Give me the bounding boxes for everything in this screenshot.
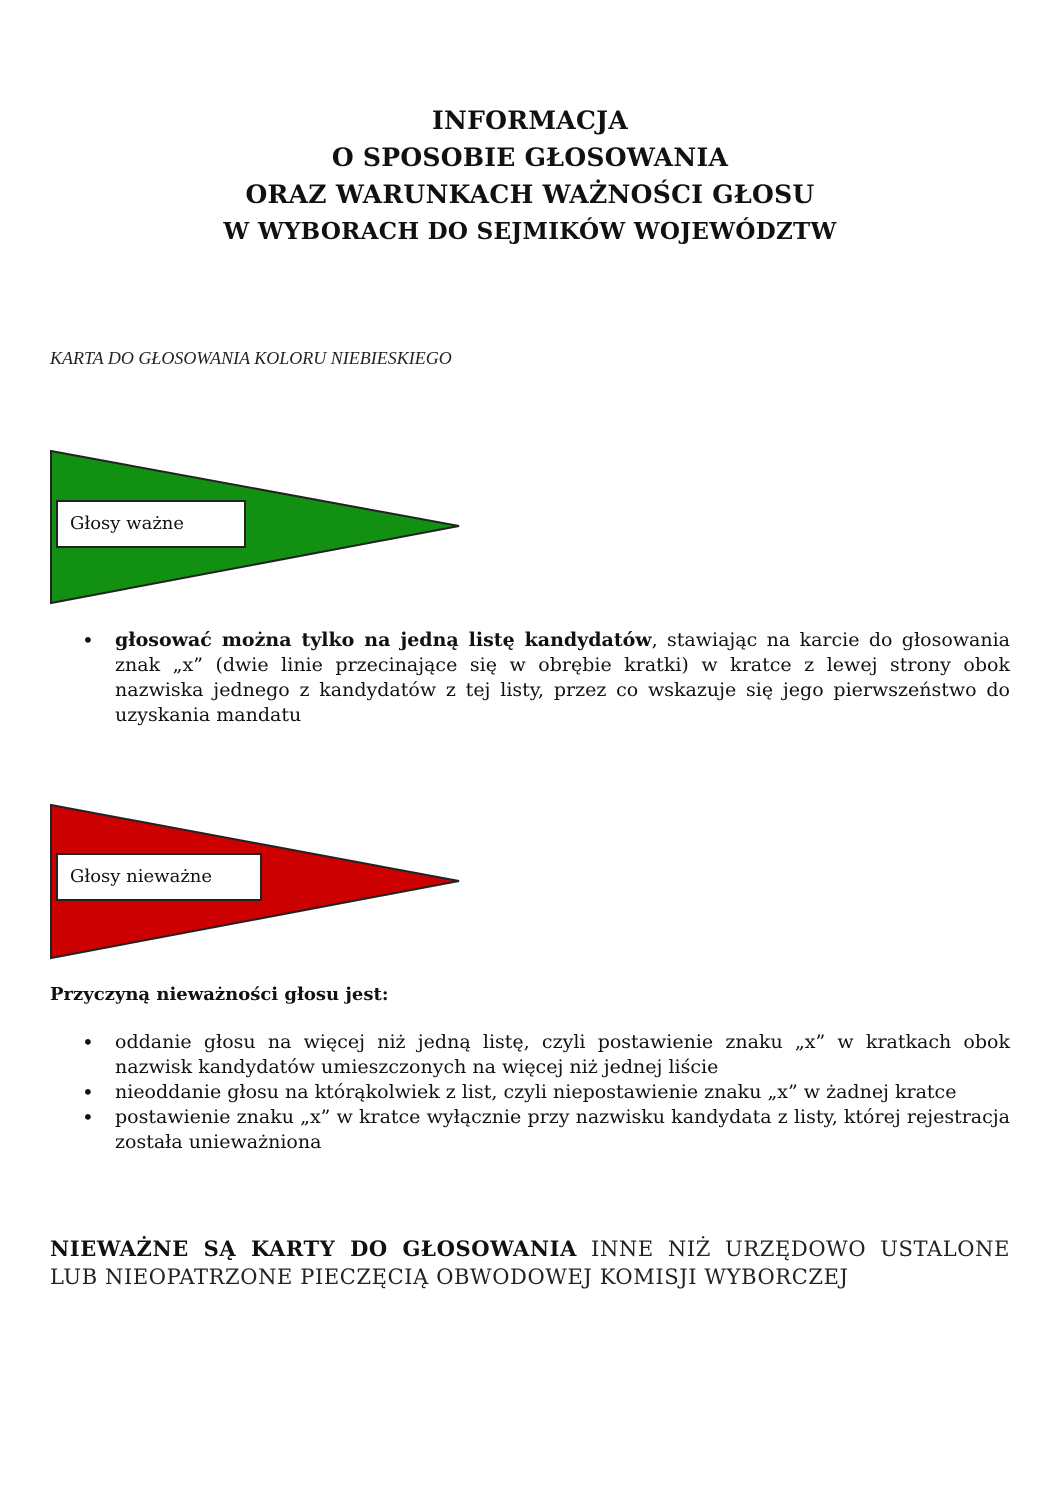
invalid-reasons-list: [80, 1030, 1010, 1155]
title-line-3: ORAZ WARUNKACH WAŻNOŚCI GŁOSU: [245, 180, 815, 209]
title-line-4: W WYBORACH DO SEJMIKÓW WOJEWÓDZTW: [223, 218, 837, 245]
final-note-bold: NIEWAŻNE SĄ KARTY DO GŁOSOWANIA: [50, 1236, 577, 1261]
invalid-ballots-note: [50, 1235, 1010, 1291]
list-item: • nieoddanie głosu na którąkolwiek z list, czyli niepostawienie znaku „x” w żadnej kratce: [80, 1080, 1010, 1105]
final-note-text: INNE NIŻ URZĘDOWO USTALONE LUB NIEOPATRZONE PIECZĘCIĄ OBWODOWEJ KOMISJI WYBORCZEJ: [50, 1237, 1010, 1289]
valid-votes-label: Głosy ważne: [56, 500, 246, 548]
valid-votes-pennant: [50, 450, 470, 606]
title-line-2: O SPOSOBIE GŁOSOWANIA: [331, 143, 729, 172]
title-line-1: INFORMACJA: [431, 106, 629, 135]
invalid-votes-label: Głosy nieważne: [56, 853, 262, 901]
list-item: • oddanie głosu na więcej niż jedną listę, czyli postawienie znaku „x” w kratkach obok nazwisk kandydatów umieszczonych na więcej niż jednej liście: [80, 1030, 1010, 1080]
valid-rules-list: [80, 628, 1010, 728]
valid-rule-bold: głosować można tylko na jedną listę kandydatów: [115, 629, 652, 651]
list-item: • postawienie znaku „x” w kratce wyłącznie przy nazwisku kandydata z listy, której rejestracja została unieważniona: [80, 1105, 1010, 1155]
list-item: [80, 628, 1010, 728]
ballot-color-note: KARTA DO GŁOSOWANIA KOLORU NIEBIESKIEGO: [50, 348, 452, 368]
document-title: [0, 102, 1060, 250]
invalid-votes-pennant: [50, 804, 470, 960]
valid-rule-text: , stawiając na karcie do głosowania znak „x” (dwie linie przecinające się w obrębie kratki) w kratce z lewej strony obok nazwiska jednego z kandydatów z tej listy, przez co wskazuje się jego pierwszeństwo do uzyskania mandatu: [115, 629, 1010, 726]
invalid-reasons-heading: Przyczyną nieważności głosu jest:: [50, 984, 389, 1005]
